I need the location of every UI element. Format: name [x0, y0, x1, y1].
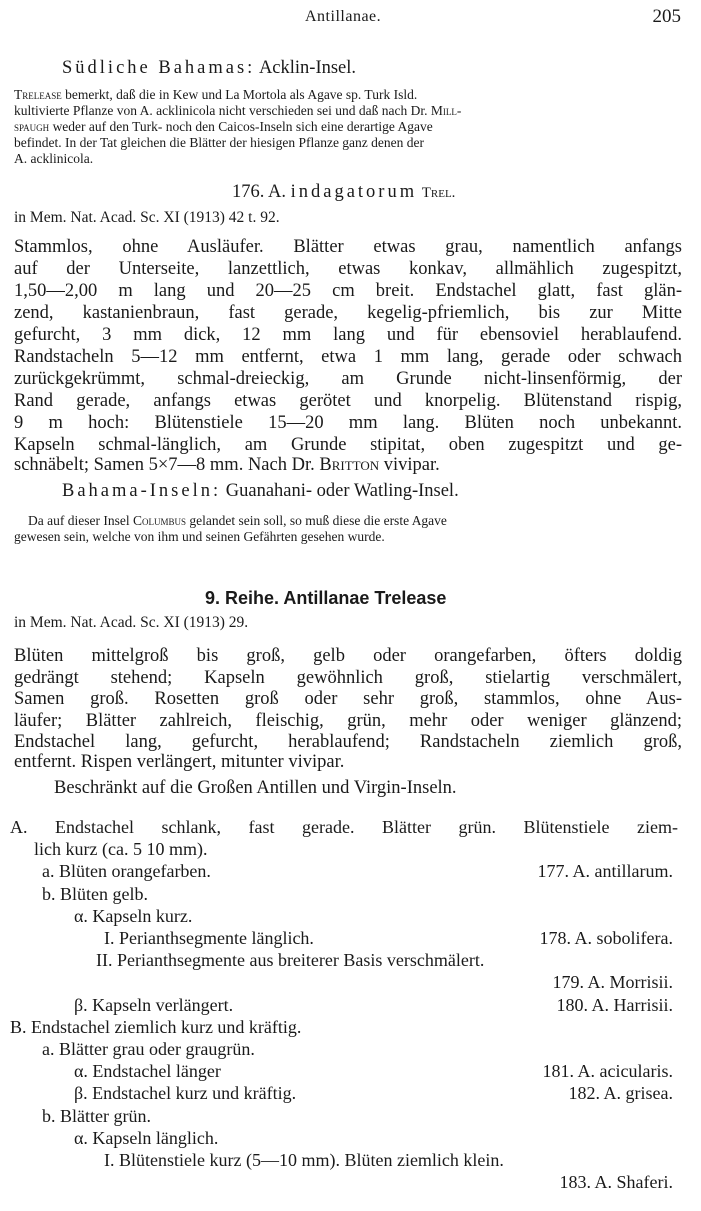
- key-entry: α. Endstachel länger: [74, 1061, 221, 1082]
- species-author: Trel.: [421, 185, 456, 201]
- key-entry: a. Blätter grau oder graugrün.: [42, 1039, 255, 1059]
- desc176-line: Rand gerade, anfangs etwas gerötet und knorpelig. Blütenstand rispig,: [14, 391, 682, 411]
- desc176-line: 1,50—2,00 m lang und 20—25 cm breit. Endstachel glatt, fast glän-: [14, 281, 682, 301]
- key-entry: B. Endstachel ziemlich kurz und kräftig.: [10, 1016, 302, 1037]
- page-header: [0, 6, 701, 30]
- key-entry: α. Kapseln kurz.: [74, 905, 193, 926]
- key-species-number: 180. A. Harrisii.: [556, 994, 673, 1015]
- desc176-line: Stammlos, ohne Ausläufer. Blätter etwas grau, namentlich anfangs: [14, 237, 682, 257]
- desc-text: vivipar.: [379, 455, 440, 475]
- key-species-number: 177. A. antillarum.: [537, 861, 673, 882]
- citation-series: in Mem. Nat. Acad. Sc. XI (1913) 29.: [14, 614, 249, 631]
- key-entry: I. Blütenstiele kurz (5—10 mm). Blüten ziemlich klein.: [104, 1150, 504, 1170]
- series-desc-line: gedrängt stehend; Kapseln gewöhnlich groß, stielartig verschmälert,: [14, 667, 682, 688]
- note2-text: gelandet sein soll, so muß diese die erste Agave: [185, 513, 447, 528]
- note1-line-3: [14, 119, 682, 135]
- note1-text: A. acklinicola.: [14, 151, 94, 166]
- key-entry: a. Blüten orangefarben.: [42, 861, 211, 882]
- desc176-line: auf der Unterseite, lanzettlich, etwas konkav, allmählich zugespitzt,: [14, 259, 682, 279]
- desc-series-last-line: entfernt. Rispen verlängert, mitunter vivipar.: [14, 752, 345, 772]
- author-millspaugh-cont: spaugh: [14, 119, 50, 134]
- note1-line-4: [14, 135, 682, 151]
- key-entry: lich kurz (ca. 5 10 mm).: [34, 839, 208, 860]
- bahamas-heading: Südliche Bahamas:: [62, 58, 256, 78]
- bahama-inseln-locality: [62, 481, 459, 502]
- citation-176: in Mem. Nat. Acad. Sc. XI (1913) 42 t. 92.: [14, 209, 280, 226]
- note1-line-2: [14, 103, 682, 119]
- desc176-line: zend, kastanienbraun, fast gerade, kegelig-pfriemlich, bis zur Mitte: [14, 303, 682, 323]
- key-entry: b. Blüten gelb.: [42, 883, 148, 904]
- note1-line-1: [14, 87, 682, 103]
- desc176-line: zurückgekrümmt, schmal-dreieckig, am Grunde nicht-linsenförmig, der: [14, 369, 682, 389]
- series-desc-line: Endstachel lang, gefurcht, herablaufend; Randstacheln ziemlich groß,: [14, 732, 682, 752]
- note2-line-2: [14, 529, 385, 545]
- key-entry: β. Kapseln verlängert.: [74, 994, 234, 1015]
- series-desc-line: läufer; Blätter zahlreich, fleischig, grün, mehr oder weniger glänzend;: [14, 710, 682, 731]
- locality-label: Bahama-Inseln:: [62, 481, 222, 501]
- note2-text: gewesen sein, welche von ihm und seinen Gefährten gesehen wurde.: [14, 529, 385, 544]
- series-desc-line: Blüten mittelgroß bis groß, gelb oder orangefarben, öfters doldig: [14, 646, 682, 666]
- key-entry: A. Endstachel schlank, fast gerade. Blätter grün. Blütenstiele ziem-: [10, 817, 678, 837]
- bahamas-locality: [62, 58, 356, 79]
- note1-text: befindet. In der Tat gleichen die Blätter der hiesigen Pflanze ganz denen der: [14, 135, 425, 150]
- desc-text: schnäbelt; Samen 5×7—8 mm. Nach Dr.: [14, 455, 320, 475]
- key-species-number: 179. A. Morrisii.: [552, 972, 673, 993]
- locality-text: Guanahani- oder Watling-Insel.: [225, 481, 459, 501]
- species-number: 176. A.: [232, 182, 286, 202]
- key-species-number: 182. A. grisea.: [568, 1083, 673, 1104]
- note2-text: Da auf dieser Insel: [28, 513, 133, 528]
- running-title: Antillanae.: [305, 8, 382, 25]
- key-species-number: 181. A. acicularis.: [542, 1061, 673, 1082]
- author-britton: Britton: [319, 455, 380, 475]
- desc176-last-line: [14, 455, 440, 476]
- author-trelease: Trelease: [14, 87, 62, 102]
- key-entry: I. Perianthsegmente länglich.: [104, 928, 314, 948]
- key-species-number: 183. A. Shaferi.: [559, 1172, 673, 1193]
- species-176-heading: [232, 182, 455, 203]
- author-columbus: Columbus: [132, 513, 186, 528]
- key-entry: b. Blätter grün.: [42, 1105, 151, 1126]
- series-desc-line: Samen groß. Rosetten groß oder sehr groß, stammlos, ohne Aus-: [14, 689, 682, 709]
- bahamas-place: Acklin-Insel.: [258, 58, 357, 78]
- note1-text: weder auf den Turk- noch den Caicos-Inseln sich eine derartige Agave: [49, 119, 433, 134]
- key-entry: β. Endstachel kurz und kräftig.: [74, 1083, 297, 1104]
- series-heading: 9. Reihe. Antillanae Trelease: [205, 588, 447, 608]
- note1-text: kultivierte Pflanze von A. acklinicola nicht verschieden sei und daß nach Dr.: [14, 103, 431, 118]
- author-millspaugh: Mill-: [430, 103, 462, 118]
- restricted-line: Beschränkt auf die Großen Antillen und Virgin-Inseln.: [54, 778, 457, 798]
- desc176-line: 9 m hoch: Blütenstiele 15—20 mm lang. Blüten noch unbekannt.: [14, 413, 682, 433]
- desc176-line: Kapseln schmal-länglich, am Grunde stipitat, oben zugespitzt und ge-: [14, 435, 682, 455]
- note1-line-5: [14, 151, 93, 167]
- desc176-line: gefurcht, 3 mm dick, 12 mm lang und für ebensoviel herablaufend.: [14, 325, 682, 345]
- key-entry: II. Perianthsegmente aus breiterer Basis verschmälert.: [96, 950, 485, 971]
- species-name: indagatorum: [290, 182, 418, 202]
- key-entry: α. Kapseln länglich.: [74, 1127, 219, 1148]
- page-number: 205: [652, 6, 681, 27]
- key-species-number: 178. A. sobolifera.: [539, 928, 673, 948]
- desc176-line: Randstacheln 5—12 mm entfernt, etwa 1 mm lang, gerade oder schwach: [14, 347, 682, 367]
- note2-line-1: [28, 513, 682, 529]
- note1-text: bemerkt, daß die in Kew und La Mortola als Agave sp. Turk Isld.: [61, 87, 418, 102]
